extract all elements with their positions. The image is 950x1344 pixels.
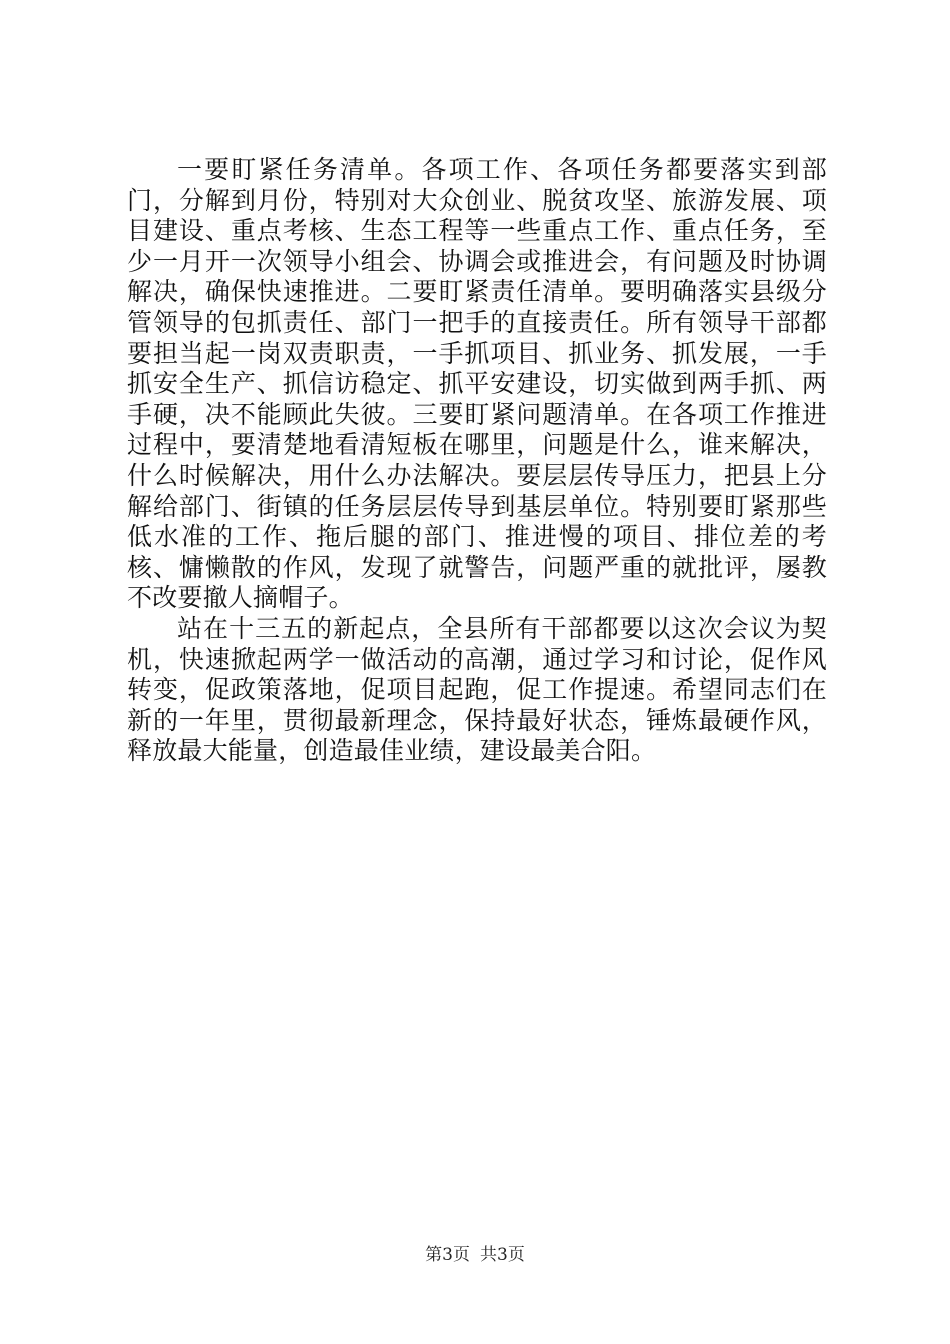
paragraph-closing: 站在十三五的新起点，全县所有干部都要以这次会议为契机，快速掀起两学一做活动的高潮，通过学习和讨论，促作风转变，促政策落地，促项目起跑，促工作提速。希望同志们在新的一年里，贯彻最新理念，保持最好状态，锤炼最硬作风，释放最大能量，创造最佳业绩，建设最美合阳。 [127, 613, 827, 766]
paragraph-responsibilities: 一要盯紧任务清单。各项工作、各项任务都要落实到部门，分解到月份，特别对大众创业、脱贫攻坚、旅游发展、项目建设、重点考核、生态工程等一些重点工作、重点任务，至少一月开一次领导小组会、协调会或推进会，有问题及时协调解决，确保快速推进。二要盯紧责任清单。要明确落实县级分管领导的包抓责任、部门一把手的直接责任。所有领导干部都要担当起一岗双责职责，一手抓项目、抓业务、抓发展，一手抓安全生产、抓信访稳定、抓平安建设，切实做到两手抓、两手硬，决不能顾此失彼。三要盯紧问题清单。在各项工作推进过程中，要清楚地看清短板在哪里，问题是什么，谁来解决，什么时候解决，用什么办法解决。要层层传导压力，把县上分解给部门、街镇的任务层层传导到基层单位。特别要盯紧那些低水准的工作、拖后腿的部门、推进慢的项目、排位差的考核、慵懒散的作风，发现了就警告，问题严重的就批评，屡教不改要撤人摘帽子。 [127, 155, 827, 613]
page-footer [0, 1244, 950, 1266]
page-total: 共3页 [480, 1245, 525, 1265]
page-number: 第3页 [425, 1245, 470, 1265]
document-body [127, 155, 827, 767]
